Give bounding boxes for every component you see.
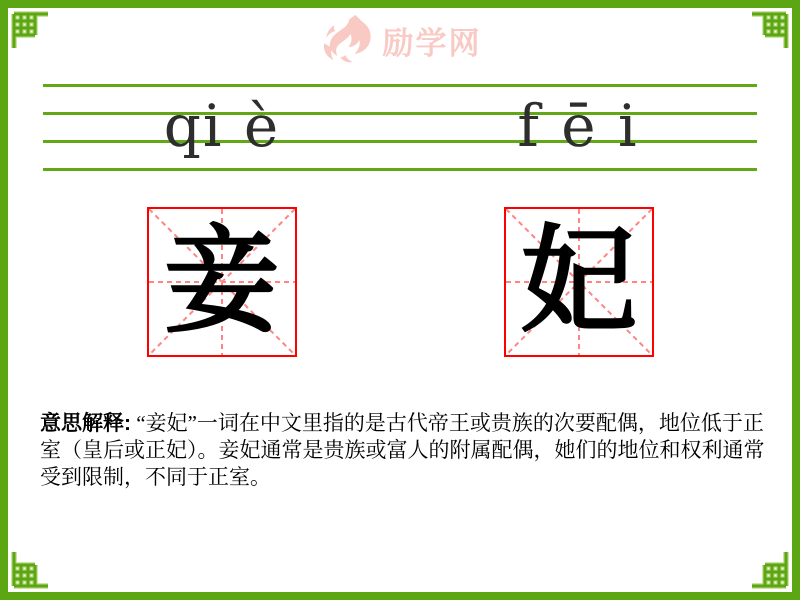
meaning-text: “妾妃”一词在中文里指的是古代帝王或贵族的次要配偶，地位低于正室（皇后或正妃）。妾妃通常是贵族或富人的附属配偶，她们的地位和权利通常受到限制，不同于正室。	[40, 411, 765, 489]
staff-line	[43, 84, 757, 87]
meaning-paragraph	[40, 410, 766, 491]
meaning-label: 意思解释:	[40, 412, 131, 435]
staff-line	[43, 168, 757, 171]
hanzi-grid-qie	[147, 207, 297, 357]
brand-watermark	[319, 13, 482, 68]
hanzi-grid-fei	[504, 207, 654, 357]
corner-fret-ornament-top-left	[8, 8, 60, 60]
pinyin-qie: qi è	[163, 92, 281, 160]
hanzi-fei: 妃	[521, 214, 637, 349]
pinyin-fei: f ē i	[517, 92, 639, 160]
corner-fret-ornament-bottom-right	[740, 540, 792, 592]
hanzi-qie: 妾	[164, 214, 280, 349]
fox-flame-icon	[319, 13, 377, 68]
brand-name: 励学网	[382, 26, 482, 61]
corner-fret-ornament-top-right	[740, 8, 792, 60]
corner-fret-ornament-bottom-left	[8, 540, 60, 592]
